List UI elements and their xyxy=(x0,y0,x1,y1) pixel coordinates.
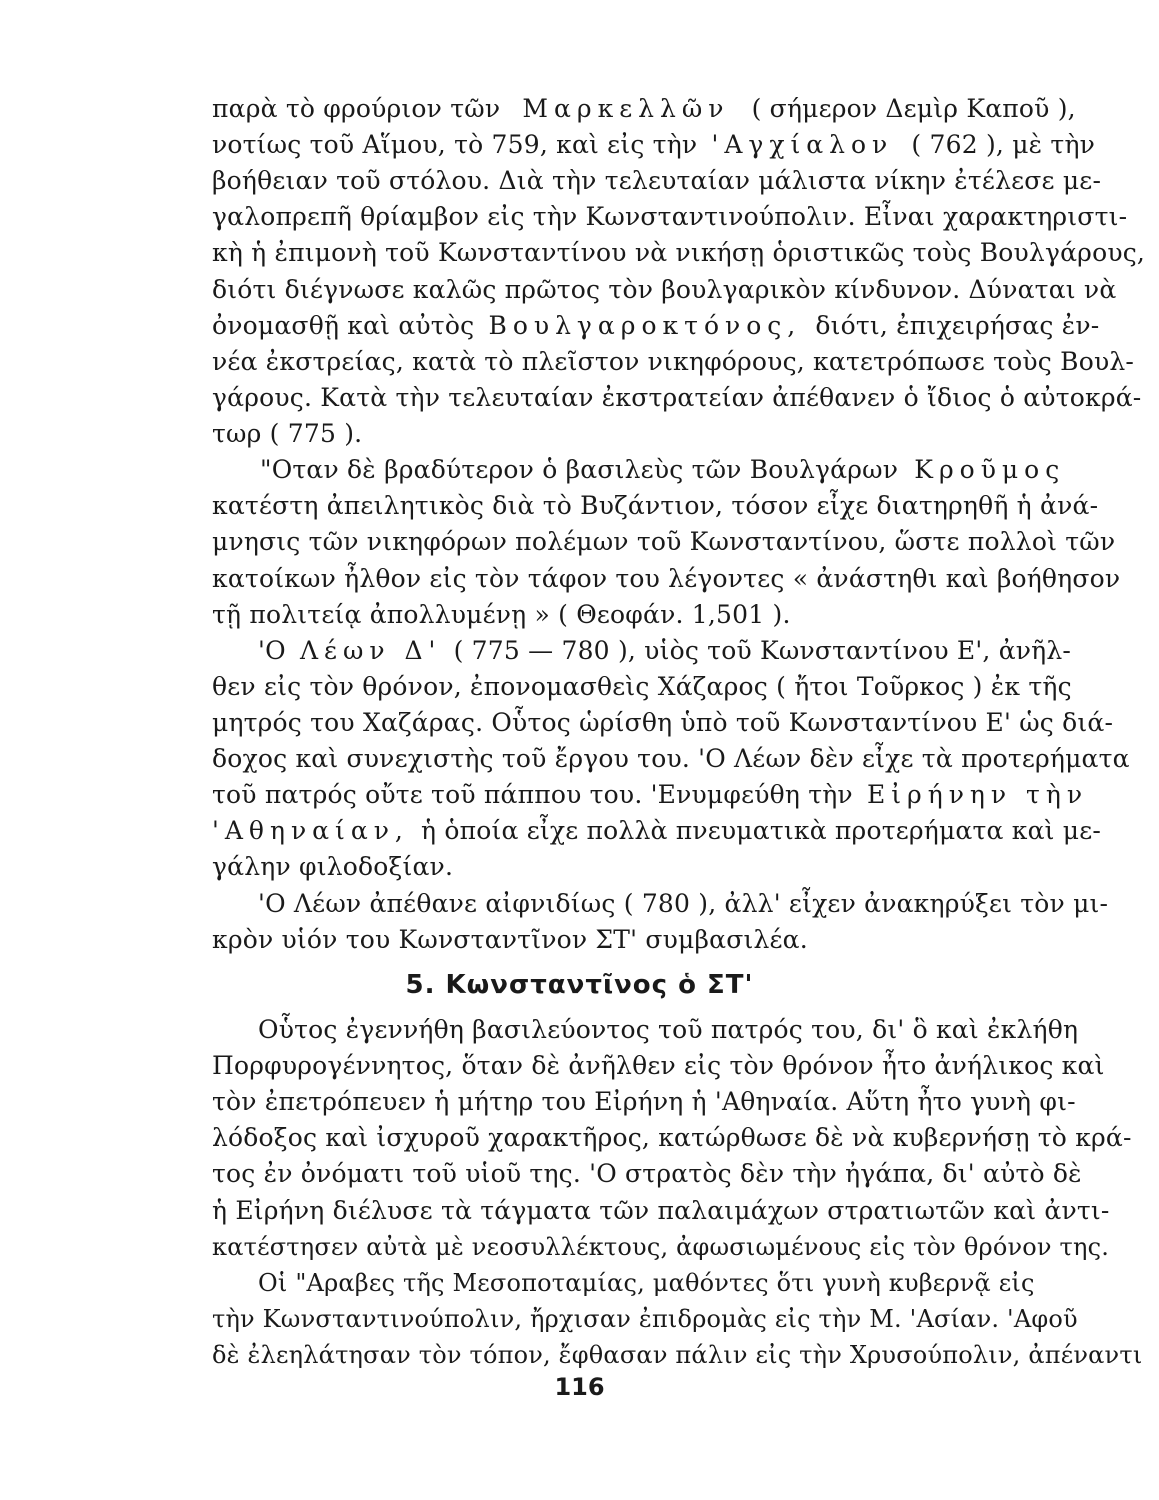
text-line: 'Ο Λέων ἀπέθανε αἰφνιδίως ( 780 ), ἀλλ' εἶχεν ἀνακηρύξει τὸν μι- xyxy=(258,888,1109,918)
spaced-name: Εἰρήνην τὴν xyxy=(866,780,1089,810)
text-line: κατέστησεν αὐτὰ μὲ νεοσυλλέκτους, ἀφωσιωμένους εἰς τὸν θρόνον της. xyxy=(212,1232,1110,1261)
text-line: βοήθειαν τοῦ στόλου. Διὰ τὴν τελευταίαν μάλιστα νίκην ἐτέλεσε με- xyxy=(212,166,1102,196)
spaced-name: Μαρκελλῶν xyxy=(522,94,730,123)
text-line: κὴ ἡ ἐπιμονὴ τοῦ Κωνσταντίνου νὰ νικήσῃ ὁριστικῶς τοὺς Βουλγάρους, xyxy=(212,238,1146,268)
section-heading: 5. Κωνσταντῖνος ὁ ΣΤ' xyxy=(405,970,754,1001)
page-number: 116 xyxy=(554,1373,605,1401)
text-line: λόδοξος καὶ ἰσχυροῦ χαρακτῆρος, κατώρθωσε δὲ νὰ κυβερνήσῃ τὸ κρά- xyxy=(212,1123,1132,1153)
text-line: ὀνομασθῇ καὶ αὐτὸς Βουλγαροκτόνος, διότι, ἐπιχειρήσας ἐν- xyxy=(212,310,1100,340)
text-line: δὲ ἐλεηλάτησαν τὸν τόπον, ἔφθασαν πάλιν εἰς τὴν Χρυσούπολιν, ἀπέναντι xyxy=(212,1341,1143,1369)
text-line: μητρός του Χαζάρας. Οὗτος ὡρίσθη ὑπὸ τοῦ Κωνσταντίνου Ε' ὡς διά- xyxy=(212,707,1114,737)
text-line: "Οταν δὲ βραδύτερον ὁ βασιλεὺς τῶν Βουλγάρων Κροῦμος xyxy=(260,455,1066,485)
text-line: νοτίως τοῦ Αἵμου, τὸ 759, καὶ εἰς τὴν 'Αγχίαλον ( 762 ), μὲ τὴν xyxy=(212,130,1096,160)
text-line: Πορφυρογέννητος, ὅταν δὲ ἀνῆλθεν εἰς τὸν θρόνον ἦτο ἀνήλικος καὶ xyxy=(212,1051,1105,1081)
text-line: τὴν Κωνσταντινούπολιν, ἤρχισαν ἐπιδρομὰς εἰς τὴν Μ. 'Ασίαν. 'Αφοῦ xyxy=(212,1304,1078,1333)
text-line: τοῦ πατρός οὔτε τοῦ πάππου του. 'Ενυμφεύθη τὴν Εἰρήνην τὴν xyxy=(212,780,1089,810)
text-line: διότι διέγνωσε καλῶς πρῶτος τὸν βουλγαρικὸν κίνδυνον. Δύναται νὰ xyxy=(212,274,1117,304)
text-line: τῇ πολιτείᾳ ἀπολλυμένῃ » ( Θεοφάν. 1,501 ). xyxy=(212,599,791,629)
spaced-name: 'Αθηναίαν, xyxy=(212,816,409,846)
text-line: δοχος καὶ συνεχιστὴς τοῦ ἔργου του. 'Ο Λέων δὲν εἶχε τὰ προτερήματα xyxy=(212,744,1130,774)
text-line: γάλην φιλοδοξίαν. xyxy=(212,852,454,882)
spaced-name: 'Αγχίαλον xyxy=(711,130,894,160)
text-line: γαλοπρεπῆ θρίαμβον εἰς τὴν Κωνσταντινούπολιν. Εἶναι χαρακτηριστι- xyxy=(212,202,1128,232)
text-line: κατέστη ἀπειλητικὸς διὰ τὸ Βυζάντιον, τόσον εἶχε διατηρηθῆ ἡ ἀνά- xyxy=(212,491,1099,521)
spaced-name: Κροῦμος xyxy=(914,455,1066,485)
text-line: κρὸν υἱόν του Κωνσταντῖνον ΣΤ' συμβασιλέα. xyxy=(212,924,808,954)
text-line: 'Αθηναίαν, ἡ ὁποία εἶχε πολλὰ πνευματικὰ προτερήματα καὶ με- xyxy=(212,816,1102,846)
text-line: παρὰ τὸ φρούριον τῶν Μαρκελλῶν ( σήμερον Δεμὶρ Καποῦ ), xyxy=(212,94,1076,123)
text-line: ἡ Εἰρήνη διέλυσε τὰ τάγματα τῶν παλαιμάχων στρατιωτῶν καὶ ἀντι- xyxy=(212,1195,1110,1225)
text-line: θεν εἰς τὸν θρόνον, ἐπονομασθεὶς Χάζαρος ( ἤτοι Τοῦρκος ) ἐκ τῆς xyxy=(212,671,1072,701)
text-line: τὸν ἐπετρόπευεν ἡ μήτηρ του Εἰρήνη ἡ 'Αθηναία. Αὕτη ἦτο γυνὴ φι- xyxy=(212,1087,1076,1117)
spaced-name: Βουλγαροκτόνος, xyxy=(488,310,802,340)
text-line: κατοίκων ἦλθον εἰς τὸν τάφον του λέγοντες « ἀνάστηθι καὶ βοήθησον xyxy=(212,563,1121,593)
spaced-name: Λέων Δ' xyxy=(299,635,442,665)
text-line: τος ἐν ὀνόματι τοῦ υἱοῦ της. 'Ο στρατὸς δὲν τὴν ἠγάπα, δι' αὐτὸ δὲ xyxy=(212,1159,1082,1189)
text-line: νέα ἐκστρείας, κατὰ τὸ πλεῖστον νικηφόρους, κατετρόπωσε τοὺς Βουλ- xyxy=(212,346,1135,376)
text-line: 'Ο Λέων Δ' ( 775 — 780 ), υἱὸς τοῦ Κωνσταντίνου Ε', ἀνῆλ- xyxy=(258,635,1072,665)
text-line: Οἱ "Αραβες τῆς Μεσοποταμίας, μαθόντες ὅτι γυνὴ κυβερνᾷ εἰς xyxy=(258,1268,1035,1297)
text-line: Οὗτος ἐγεννήθη βασιλεύοντος τοῦ πατρός του, δι' ὃ καὶ ἐκλήθη xyxy=(258,1014,1079,1044)
text-line: γάρους. Κατὰ τὴν τελευταίαν ἐκστρατείαν ἀπέθανεν ὁ ἴδιος ὁ αὐτοκρά- xyxy=(212,382,1142,412)
text-line: τωρ ( 775 ). xyxy=(212,419,363,449)
text-line: μνησις τῶν νικηφόρων πολέμων τοῦ Κωνσταντίνου, ὥστε πολλοὶ τῶν xyxy=(212,527,1116,557)
